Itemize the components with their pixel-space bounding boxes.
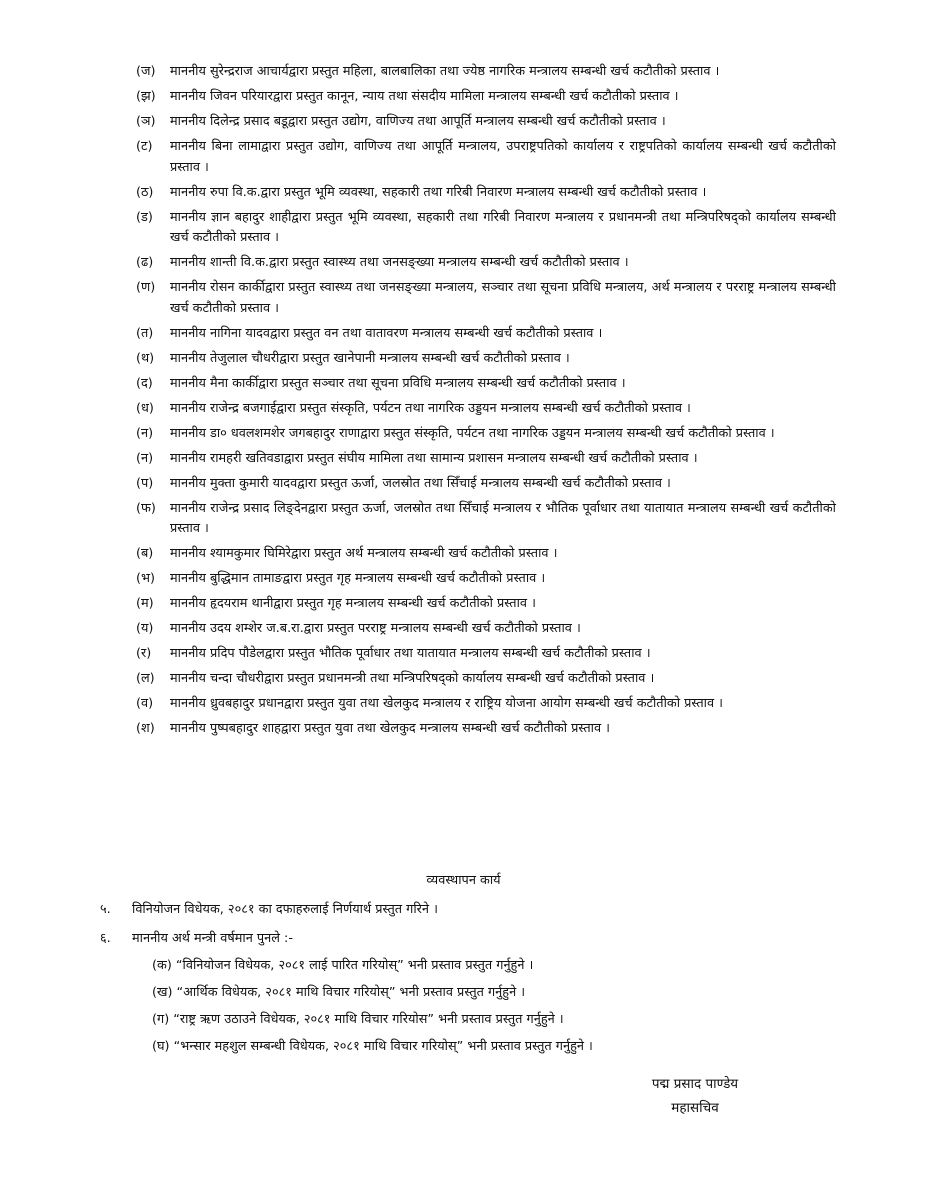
proposal-item (136, 694, 836, 715)
sub-item: (ग) “राष्ट्र ऋण उठाउने विधेयक, २०८१ माथि विचार गरियोस” भनी प्रस्ताव प्रस्तुत गर्नुहुने । (152, 1012, 564, 1027)
proposal-item (136, 569, 836, 590)
proposal-text: माननीय प्रदिप पौडेलद्वारा प्रस्तुत भौतिक पूर्वाधार तथा यातायात मन्त्रालय सम्बन्धी खर्च कटौतीको प्रस्ताव । (170, 646, 651, 661)
proposal-item (136, 499, 836, 540)
proposal-text: माननीय पुष्पबहादुर शाहद्वारा प्रस्तुत युवा तथा खेलकुद मन्त्रालय सम्बन्धी खर्च कटौतीको प्रस्ताव । (170, 721, 611, 736)
proposal-item (136, 112, 836, 133)
proposal-text: माननीय राजेन्द्र प्रसाद लिङ्देनद्वारा प्रस्तुत ऊर्जा, जलस्रोत तथा सिँचाई मन्त्रालय र भौतिक पूर्वाधार तथा यातायात मन्त्रालय सम्बन्धी खर्च कटौतीको प्रस्ताव । (170, 500, 836, 536)
proposal-text: माननीय डा० धवलशमशेर जगबहादुर राणाद्वारा प्रस्तुत संस्कृति, पर्यटन तथा नागरिक उड्डयन मन्त्रालय सम्बन्धी खर्च कटौतीको प्रस्ताव । (170, 425, 775, 441)
proposal-item (136, 374, 836, 395)
proposal-item (136, 87, 836, 108)
proposal-text: माननीय रुपा वि.क.द्वारा प्रस्तुत भूमि व्यवस्था, सहकारी तथा गरिबी निवारण मन्त्रालय सम्बन्धी खर्च कटौतीको प्रस्ताव । (170, 184, 707, 200)
proposal-marker: (ट) (136, 139, 153, 154)
proposal-text: माननीय रोसन कार्कीद्वारा प्रस्तुत स्वास्थ्य तथा जनसङ्ख्या मन्त्रालय, सञ्चार तथा सूचना प्रविधि मन्त्रालय, अर्थ मन्त्रालय र परराष्ट्र मन्त्रालय सम्बन्धी खर्च कटौतीको प्रस्ताव । (170, 280, 836, 316)
proposal-item (136, 669, 836, 690)
agenda-item-5 (100, 900, 860, 920)
proposal-item (136, 137, 836, 178)
proposal-item (136, 719, 836, 740)
proposal-text: माननीय मुक्ता कुमारी यादवद्वारा प्रस्तुत ऊर्जा, जलस्रोत तथा सिँचाई मन्त्रालय सम्बन्धी खर्च कटौतीको प्रस्ताव । (170, 475, 671, 491)
agenda-item-6 (100, 929, 860, 949)
proposal-text: माननीय राजेन्द्र बजगाईद्वारा प्रस्तुत संस्कृति, पर्यटन तथा नागरिक उड्डयन मन्त्रालय सम्बन्धी खर्च कटौतीको प्रस्ताव । (170, 400, 691, 416)
proposal-item (136, 424, 836, 445)
proposal-marker: (न) (136, 425, 154, 441)
proposal-item (136, 208, 836, 249)
proposal-item (136, 594, 836, 615)
proposal-item (136, 399, 836, 420)
item-text: विनियोजन विधेयक, २०८१ का दफाहरुलाई निर्णयार्थ प्रस्तुत गरिने । (132, 902, 438, 917)
proposal-marker: (थ) (136, 350, 155, 366)
proposal-text: माननीय मैना कार्कीद्वारा प्रस्तुत सञ्चार तथा सूचना प्रविधि मन्त्रालय सम्बन्धी खर्च कटौतीको प्रस्ताव । (170, 375, 626, 391)
signature-block (620, 1072, 770, 1120)
proposal-marker: (झ) (136, 89, 156, 104)
proposal-marker: (ध) (136, 400, 154, 416)
proposal-text: माननीय ध्रुवबहादुर प्रधानद्वारा प्रस्तुत युवा तथा खेलकुद मन्त्रालय र राष्ट्रिय योजना आयोग सम्बन्धी खर्च कटौतीको प्रस्ताव । (170, 696, 724, 711)
item-text: माननीय अर्थ मन्त्री वर्षमान पुनले :- (132, 931, 293, 946)
proposal-item (136, 349, 836, 370)
proposal-text: माननीय सुरेन्द्रराज आचार्यद्वारा प्रस्तुत महिला, बालबालिका तथा ज्येष्ठ नागरिक मन्त्रालय सम्बन्धी खर्च कटौतीको प्रस्ताव । (170, 64, 720, 79)
proposal-marker: (ञ) (136, 114, 156, 129)
proposal-text: माननीय बुद्धिमान तामाङद्वारा प्रस्तुत गृह मन्त्रालय सम्बन्धी खर्च कटौतीको प्रस्ताव । (170, 571, 546, 586)
proposal-text: माननीय नागिना यादवद्वारा प्रस्तुत वन तथा वातावरण मन्त्रालय सम्बन्धी खर्च कटौतीको प्रस्ताव । (170, 325, 603, 341)
proposal-item (136, 183, 836, 204)
proposal-marker: (व) (136, 696, 154, 711)
proposal-text: माननीय बिना लामाद्वारा प्रस्तुत उद्योग, वाणिज्य तथा आपूर्ति मन्त्रालय, उपराष्ट्रपतिको कार्यालय र राष्ट्रपतिको कार्यालय सम्बन्धी खर्च कटौतीको प्रस्ताव । (170, 139, 836, 175)
proposal-marker: (म) (136, 596, 154, 611)
sub-item-list (152, 956, 872, 1064)
proposal-item (136, 449, 836, 470)
proposal-text: माननीय हृदयराम थानीद्वारा प्रस्तुत गृह मन्त्रालय सम्बन्धी खर्च कटौतीको प्रस्ताव । (170, 596, 536, 611)
proposal-text: माननीय रामहरी खतिवडाद्वारा प्रस्तुत संघीय मामिला तथा सामान्य प्रशासन मन्त्रालय सम्बन्धी खर्च कटौतीको प्रस्ताव । (170, 450, 698, 466)
proposal-text: माननीय दिलेन्द्र प्रसाद बडूद्वारा प्रस्तुत उद्योग, वाणिज्य तथा आपूर्ति मन्त्रालय सम्बन्धी खर्च कटौतीको प्रस्ताव । (170, 114, 666, 129)
proposal-marker: (ठ) (136, 184, 154, 200)
proposal-marker: (द) (136, 375, 153, 391)
proposal-marker: (ल) (136, 671, 155, 686)
proposal-text: माननीय जिवन परियारद्वारा प्रस्तुत कानून, न्याय तथा संसदीय मामिला मन्त्रालय सम्बन्धी खर्च कटौतीको प्रस्ताव । (170, 89, 679, 104)
proposal-item (136, 62, 836, 83)
proposal-text: माननीय चन्दा चौधरीद्वारा प्रस्तुत प्रधानमन्त्री तथा मन्त्रिपरिषद्को कार्यालय सम्बन्धी खर्च कटौतीको प्रस्ताव । (170, 671, 655, 686)
sub-item: (घ) “भन्सार महशुल सम्बन्धी विधेयक, २०८१ माथि विचार गरियोस्” भनी प्रस्ताव प्रस्तुत गर्नुहुने । (152, 1039, 593, 1054)
item-number: ५. (100, 902, 111, 917)
proposal-item (136, 474, 836, 495)
proposal-marker: (फ) (136, 500, 156, 516)
proposal-item (136, 644, 836, 665)
proposal-marker: (र) (136, 646, 152, 661)
proposal-marker: (प) (136, 475, 154, 491)
proposal-text: माननीय तेजुलाल चौधरीद्वारा प्रस्तुत खानेपानी मन्त्रालय सम्बन्धी खर्च कटौतीको प्रस्ताव । (170, 350, 570, 366)
sub-item: (ख) “आर्थिक विधेयक, २०८१ माथि विचार गरियोस्” भनी प्रस्ताव प्रस्तुत गर्नुहुने । (152, 985, 526, 1000)
proposal-item (136, 544, 836, 565)
proposal-text: माननीय शान्ती वि.क.द्वारा प्रस्तुत स्वास्थ्य तथा जनसङ्ख्या मन्त्रालय सम्बन्धी खर्च कटौतीको प्रस्ताव । (170, 255, 629, 270)
proposal-marker: (ण) (136, 280, 156, 295)
signatory-name: पद्म प्रसाद पाण्डेय (651, 1076, 739, 1092)
signatory-title: महासचिव (671, 1100, 719, 1116)
proposal-item (136, 324, 836, 345)
proposal-marker: (ड) (136, 209, 153, 225)
proposal-marker: (श) (136, 721, 155, 736)
proposal-marker: (त) (136, 325, 154, 341)
proposal-list (136, 62, 836, 744)
proposal-marker: (न) (136, 450, 154, 466)
section-heading: व्यवस्थापन कार्य (426, 873, 501, 888)
proposal-marker: (ढ) (136, 255, 154, 270)
proposal-item (136, 619, 836, 640)
item-number: ६. (100, 931, 111, 946)
proposal-item (136, 278, 836, 319)
proposal-marker: (भ) (136, 571, 155, 586)
proposal-marker: (ब) (136, 546, 154, 561)
proposal-item (136, 253, 836, 274)
proposal-marker: (य) (136, 621, 154, 636)
sub-item: (क) “विनियोजन विधेयक, २०८१ लाई पारित गरियोस्” भनी प्रस्ताव प्रस्तुत गर्नुहुने । (152, 958, 534, 973)
proposal-text: माननीय उदय शम्शेर ज.ब.रा.द्वारा प्रस्तुत परराष्ट्र मन्त्रालय सम्बन्धी खर्च कटौतीको प्रस्ताव । (170, 621, 581, 636)
proposal-text: माननीय श्यामकुमार घिमिरेद्वारा प्रस्तुत अर्थ मन्त्रालय सम्बन्धी खर्च कटौतीको प्रस्ताव । (170, 546, 558, 561)
proposal-marker: (ज) (136, 64, 156, 79)
proposal-text: माननीय ज्ञान बहादुर शाहीद्वारा प्रस्तुत भूमि व्यवस्था, सहकारी तथा गरिबी निवारण मन्त्रालय र प्रधानमन्त्री तथा मन्त्रिपरिषद्को कार्यालय सम्बन्धी खर्च कटौतीको प्रस्ताव । (170, 209, 836, 245)
